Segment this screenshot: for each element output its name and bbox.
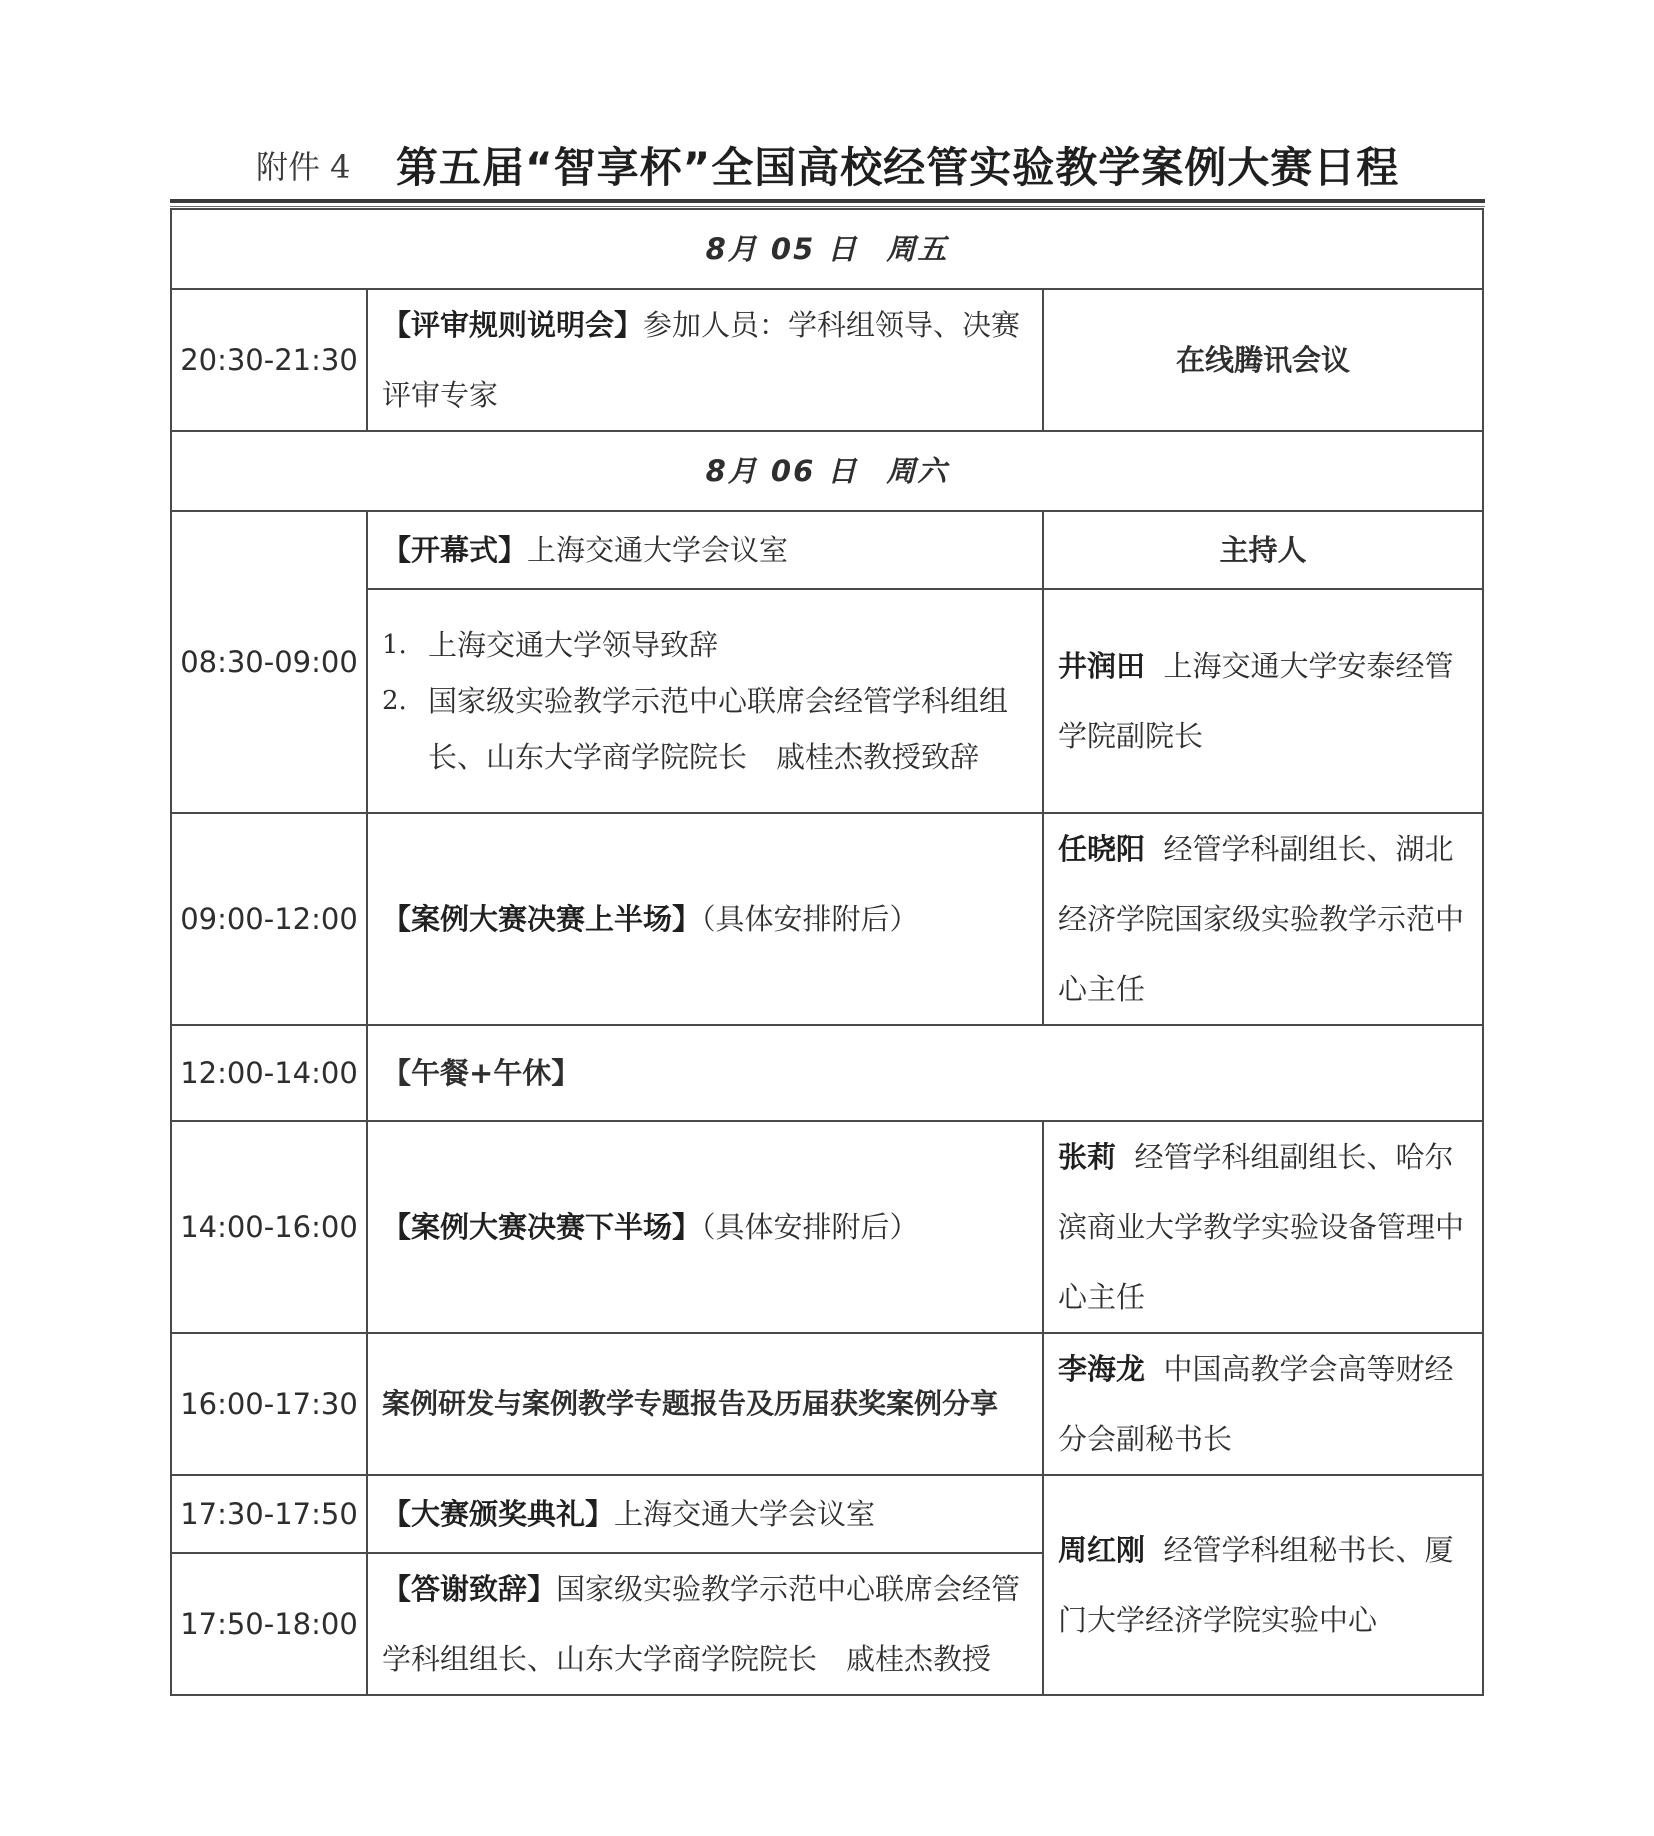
title-rule: [170, 199, 1485, 203]
host-name: 任晓阳: [1058, 832, 1146, 866]
host-title: 经管学科副组长、湖北经济学院国家级实验教学示范中心主任: [1058, 832, 1465, 1006]
thanks-tag: 【答谢致辞】: [382, 1572, 557, 1606]
award-venue: 上海交通大学会议室: [614, 1497, 876, 1531]
title-row: [256, 130, 1556, 200]
list-text: 国家级实验教学示范中心联席会经管学科组组长、山东大学商学院院长 戚桂杰教授致辞: [428, 684, 1009, 774]
document-title: 第五届“智享杯”全国高校经管实验教学案例大赛日程: [396, 143, 1400, 192]
title-rule-thin: [170, 206, 1485, 207]
thanks-cell: [367, 1553, 1043, 1695]
final-first-note: （具体安排附后）: [701, 902, 919, 936]
day2-date: 8月 06 日: [705, 454, 859, 488]
session-desc: 参加人员：学科组领导、决赛评审专家: [382, 308, 1021, 412]
day2-date-row: [171, 431, 1483, 511]
table-row: [171, 1121, 1483, 1333]
award-cell: [367, 1475, 1043, 1553]
thanks-desc: 国家级实验教学示范中心联席会经管学科组组长、山东大学商学院院长 戚桂杰教授: [382, 1572, 1021, 1676]
table-row: [171, 511, 1483, 589]
opening-venue-cell: [367, 511, 1043, 589]
list-item: [382, 617, 1028, 673]
day1-weekday: 周五: [886, 232, 949, 266]
attachment-label: 附件 4: [256, 148, 351, 186]
final-first-host-cell: [1043, 813, 1483, 1025]
opening-time: 08:30-09:00: [171, 511, 367, 813]
day1-date: 8月 05 日: [705, 232, 859, 266]
award-tag: 【大赛颁奖典礼】: [382, 1497, 615, 1531]
host-title: 中国高教学会高等财经分会副秘书长: [1058, 1352, 1454, 1456]
lunch-time: 12:00-14:00: [171, 1025, 367, 1121]
list-number: 1.: [382, 630, 407, 660]
report-time: 16:00-17:30: [171, 1333, 367, 1475]
host-header: 主持人: [1043, 511, 1483, 589]
session-desc-cell: [367, 289, 1043, 431]
host-title: 经管学科组副组长、哈尔滨商业大学教学实验设备管理中心主任: [1058, 1140, 1465, 1314]
award-host-cell: [1043, 1475, 1483, 1695]
opening-items-cell: [367, 589, 1043, 813]
day2-date-cell: [171, 431, 1483, 511]
table-row: [171, 289, 1483, 431]
final-second-tag: 【案例大赛决赛下半场】: [382, 1210, 702, 1244]
award-time: 17:30-17:50: [171, 1475, 367, 1553]
day1-date-row: [171, 209, 1483, 289]
table-row: [171, 589, 1483, 813]
host-title: 经管学科组秘书长、厦门大学经济学院实验中心: [1058, 1533, 1454, 1637]
day2-weekday: 周六: [886, 454, 949, 488]
list-item: [382, 673, 1028, 785]
final-second-host-cell: [1043, 1121, 1483, 1333]
table-row: [171, 1025, 1483, 1121]
table-row: [171, 1475, 1483, 1553]
report-title: 案例研发与案例教学专题报告及历届获奖案例分享: [367, 1333, 1043, 1475]
opening-venue: 上海交通大学会议室: [527, 533, 789, 567]
final-first-tag: 【案例大赛决赛上半场】: [382, 902, 702, 936]
final-first-cell: [367, 813, 1043, 1025]
day1-date-cell: [171, 209, 1483, 289]
thanks-time: 17:50-18:00: [171, 1553, 367, 1695]
report-host-cell: [1043, 1333, 1483, 1475]
host-name: 李海龙: [1058, 1352, 1146, 1386]
list-text: 上海交通大学领导致辞: [428, 628, 719, 662]
schedule-table: [170, 208, 1484, 1696]
opening-host-cell: [1043, 589, 1483, 813]
host-name: 周红刚: [1058, 1533, 1146, 1567]
table-row: [171, 1333, 1483, 1475]
final-second-cell: [367, 1121, 1043, 1333]
session-tag: 【评审规则说明会】: [382, 308, 644, 342]
lunch-tag: 【午餐+午休】: [367, 1025, 1483, 1121]
host-name: 张莉: [1058, 1140, 1117, 1174]
list-number: 2.: [382, 686, 407, 716]
host-title: 上海交通大学安泰经管学院副院长: [1058, 649, 1454, 753]
session-venue: 在线腾讯会议: [1043, 289, 1483, 431]
host-name: 井润田: [1058, 649, 1146, 683]
final-second-note: （具体安排附后）: [701, 1210, 919, 1244]
session-time: 20:30-21:30: [171, 289, 367, 431]
final-second-time: 14:00-16:00: [171, 1121, 367, 1333]
table-row: [171, 813, 1483, 1025]
final-first-time: 09:00-12:00: [171, 813, 367, 1025]
opening-tag: 【开幕式】: [382, 533, 528, 567]
